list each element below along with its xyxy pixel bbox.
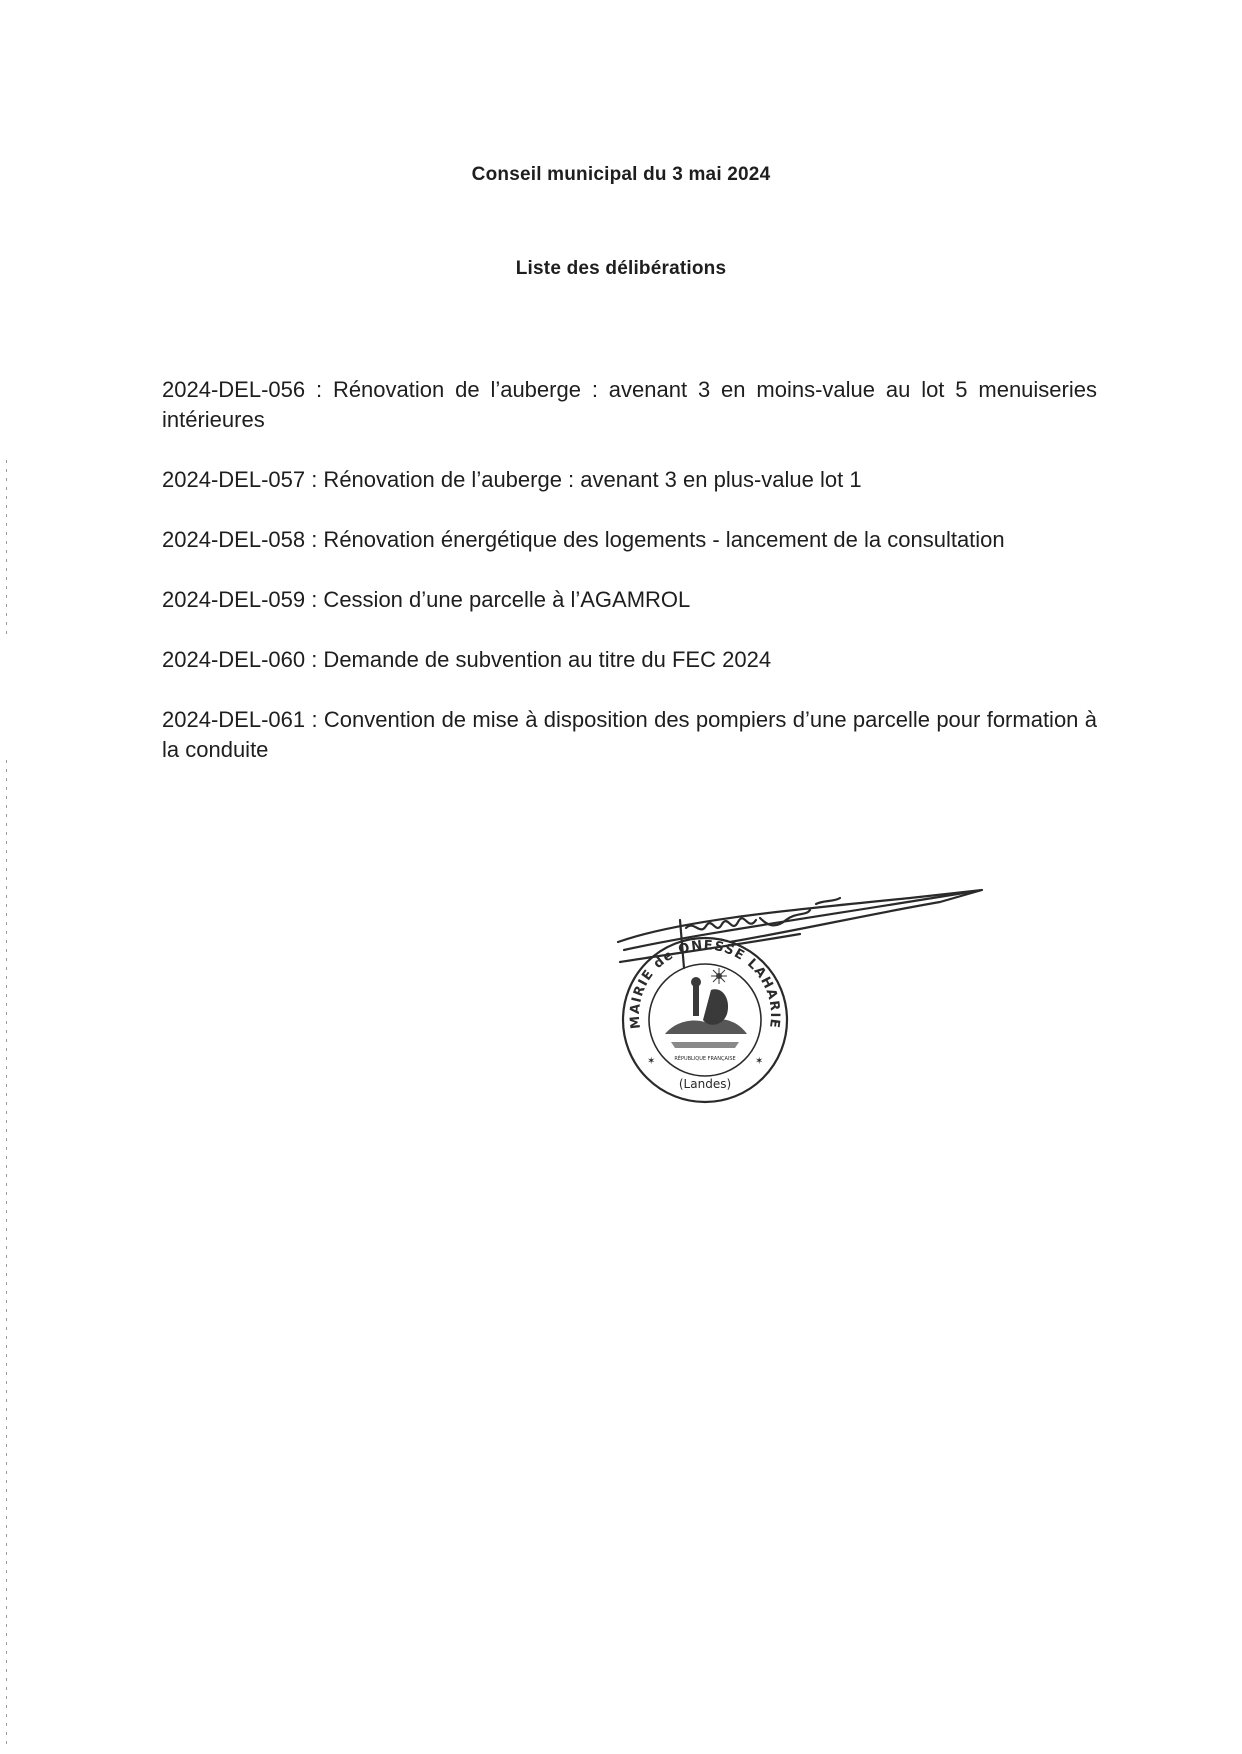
deliberation-item [162, 375, 1097, 435]
deliberation-text: 2024-DEL-056 : Rénovation de l’auberge : avenant 3 en moins-value au lot 5 menuiseries intérieures [162, 377, 1097, 432]
deliberation-item [162, 465, 1097, 495]
deliberation-item [162, 585, 1097, 615]
svg-text:✶: ✶ [647, 1056, 656, 1067]
document-subtitle: Liste des délibérations [515, 258, 727, 279]
deliberation-item [162, 705, 1097, 765]
deliberation-text: 2024-DEL-059 : Cession d’une parcelle à l’AGAMROL [162, 587, 691, 612]
deliberation-item [162, 525, 1097, 555]
mairie-seal-icon [623, 938, 787, 1102]
document-title: Conseil municipal du 3 mai 2024 [471, 164, 771, 185]
scan-artifact [6, 760, 7, 1750]
deliberation-text: 2024-DEL-058 : Rénovation énergétique des logements - lancement de la consultation [162, 527, 1005, 552]
scan-artifact [6, 460, 7, 640]
deliberation-text: 2024-DEL-057 : Rénovation de l’auberge : avenant 3 en plus-value lot 1 [162, 467, 862, 492]
seal-inner-text: RÉPUBLIQUE FRANÇAISE [674, 1056, 736, 1062]
seal-bottom-text: (Landes) [678, 1077, 732, 1091]
seal-ring-text: MAIRIE de ONESSE LAHARIE [627, 938, 783, 1030]
signature-and-stamp [610, 880, 1010, 1120]
deliberation-text: 2024-DEL-060 : Demande de subvention au titre du FEC 2024 [162, 647, 772, 672]
deliberation-item [162, 645, 1097, 675]
svg-text:✶: ✶ [755, 1056, 764, 1067]
deliberation-text: 2024-DEL-061 : Convention de mise à disposition des pompiers d’une parcelle pour formation à la conduite [162, 707, 1097, 762]
deliberations-list [162, 375, 1097, 765]
